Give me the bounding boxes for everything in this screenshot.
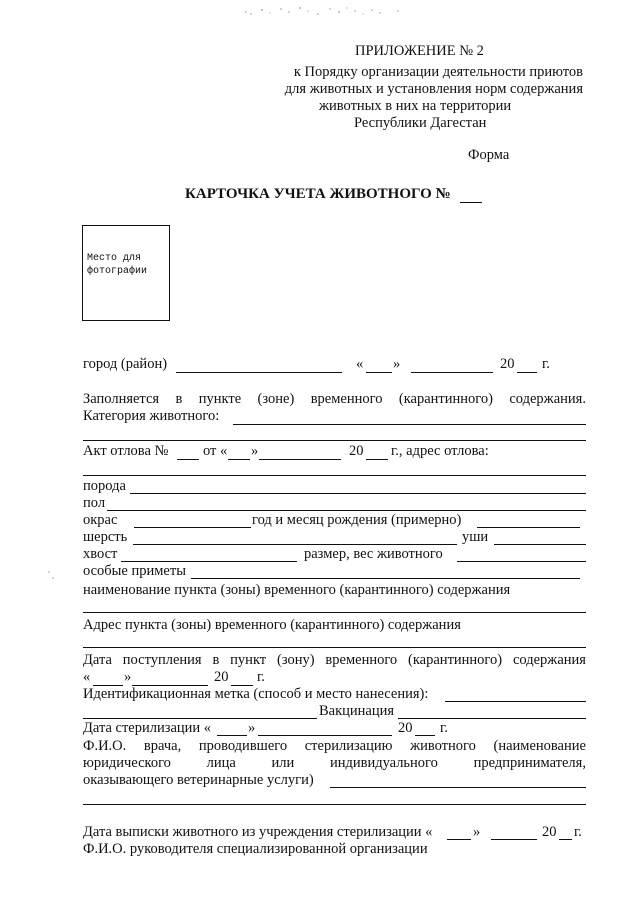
sterilization-year-line[interactable] — [415, 735, 435, 736]
ears-input-line[interactable] — [494, 544, 586, 545]
color-input-line[interactable] — [134, 527, 251, 528]
birth-label: год и месяц рождения (примерно) — [252, 512, 462, 528]
discharge-year-suffix: г. — [574, 824, 582, 840]
header-line-4: Республики Дагестан — [354, 115, 487, 131]
sterilization-label: Дата стерилизации « — [83, 720, 212, 736]
doctor-line-1: Ф.И.О. врача, проводившего стерилизацию животного (наименование — [83, 738, 586, 754]
coat-label: шерсть — [83, 529, 128, 545]
tail-label: хвост — [83, 546, 118, 562]
header-line-2: для животных и установления норм содержания — [284, 81, 583, 97]
header-line-3: животных в них на территории — [319, 98, 512, 114]
size-input-line[interactable] — [457, 561, 586, 562]
discharge-day-line[interactable] — [447, 839, 471, 840]
category-extra-line[interactable] — [83, 440, 586, 441]
discharge-label: Дата выписки животного из учреждения стерилизации « — [83, 824, 433, 840]
coat-input-line[interactable] — [133, 544, 457, 545]
ears-label: уши — [462, 529, 489, 545]
capture-year-line[interactable] — [366, 459, 388, 460]
sex-input-line[interactable] — [107, 510, 586, 511]
card-number-blank[interactable] — [460, 202, 482, 203]
capture-quote-close: » — [251, 443, 259, 459]
arrival-quote-close: » — [124, 669, 132, 685]
city-year-suffix: г. — [542, 356, 550, 372]
doctor-line-3: оказывающего ветеринарные услуги) — [83, 772, 314, 788]
card-title: КАРТОЧКА УЧЕТА ЖИВОТНОГО № — [185, 186, 451, 202]
capture-address-line[interactable] — [83, 475, 586, 476]
color-label: окрас — [83, 512, 118, 528]
point-name-label: наименование пункта (зоны) временного (карантинного) содержания — [83, 582, 511, 598]
head-name-label: Ф.И.О. руководителя специализированной организации — [83, 841, 428, 857]
city-quote-open: « — [356, 356, 364, 372]
city-quote-close: » — [393, 356, 401, 372]
vaccination-input-line[interactable] — [398, 718, 586, 719]
doctor-extra-line[interactable] — [83, 804, 586, 805]
city-year-line[interactable] — [517, 372, 537, 373]
sterilization-month-line[interactable] — [258, 735, 392, 736]
marks-input-line[interactable] — [191, 578, 580, 579]
capture-act-label: Акт отлова № — [83, 443, 169, 459]
annex-title: ПРИЛОЖЕНИЕ № 2 — [355, 43, 484, 59]
point-name-input-line[interactable] — [83, 612, 586, 613]
sterilization-year-suffix: г. — [440, 720, 448, 736]
birth-input-line[interactable] — [477, 527, 580, 528]
capture-day-line[interactable] — [228, 459, 250, 460]
discharge-month-line[interactable] — [491, 839, 537, 840]
sterilization-day-line[interactable] — [217, 735, 247, 736]
capture-year-prefix: 20 — [349, 443, 364, 459]
arrival-quote-open: « — [83, 669, 91, 685]
id-mark-input-line[interactable] — [445, 701, 586, 702]
breed-label: порода — [83, 478, 126, 494]
breed-input-line[interactable] — [130, 493, 586, 494]
point-address-label: Адрес пункта (зоны) временного (карантинного) содержания — [83, 617, 461, 633]
city-label: город (район) — [83, 356, 168, 372]
capture-act-number-line[interactable] — [177, 459, 199, 460]
marks-label: особые приметы — [83, 563, 186, 579]
discharge-year-prefix: 20 — [542, 824, 557, 840]
vaccination-label: Вакцинация — [319, 703, 395, 719]
id-mark-label: Идентификационная метка (способ и место нанесения): — [83, 686, 429, 702]
header-line-1: к Порядку организации деятельности приютов — [293, 64, 583, 80]
form-label: Форма — [468, 147, 510, 163]
arrival-year-prefix: 20 — [214, 669, 229, 685]
doctor-input-line[interactable] — [330, 787, 586, 788]
arrival-year-suffix: г. — [257, 669, 265, 685]
city-input-line[interactable] — [176, 372, 342, 373]
category-input-line[interactable] — [233, 424, 586, 425]
sex-label: пол — [83, 495, 106, 511]
city-month-line[interactable] — [411, 372, 493, 373]
capture-month-line[interactable] — [259, 459, 341, 460]
discharge-quote-close: » — [473, 824, 481, 840]
capture-from-label: от « — [203, 443, 228, 459]
point-address-input-line[interactable] — [83, 647, 586, 648]
sterilization-year-prefix: 20 — [398, 720, 413, 736]
discharge-year-line[interactable] — [559, 839, 572, 840]
city-year-prefix: 20 — [500, 356, 515, 372]
photo-placeholder-text: Место для фотографии — [87, 253, 148, 277]
doctor-line-2: юридического лица или индивидуального предпринимателя, — [83, 755, 586, 771]
capture-suffix: г., адрес отлова: — [391, 443, 489, 459]
arrival-label: Дата поступления в пункт (зону) временного (карантинного) содержания — [83, 652, 586, 668]
id-mark-extra-line[interactable] — [83, 718, 317, 719]
fill-note: Заполняется в пункте (зоне) временного (карантинного) содержания. — [83, 391, 586, 407]
category-label: Категория животного: — [83, 408, 220, 424]
sterilization-quote-close: » — [248, 720, 256, 736]
tail-input-line[interactable] — [121, 561, 297, 562]
size-label: размер, вес животного — [304, 546, 443, 562]
city-day-line[interactable] — [366, 372, 392, 373]
